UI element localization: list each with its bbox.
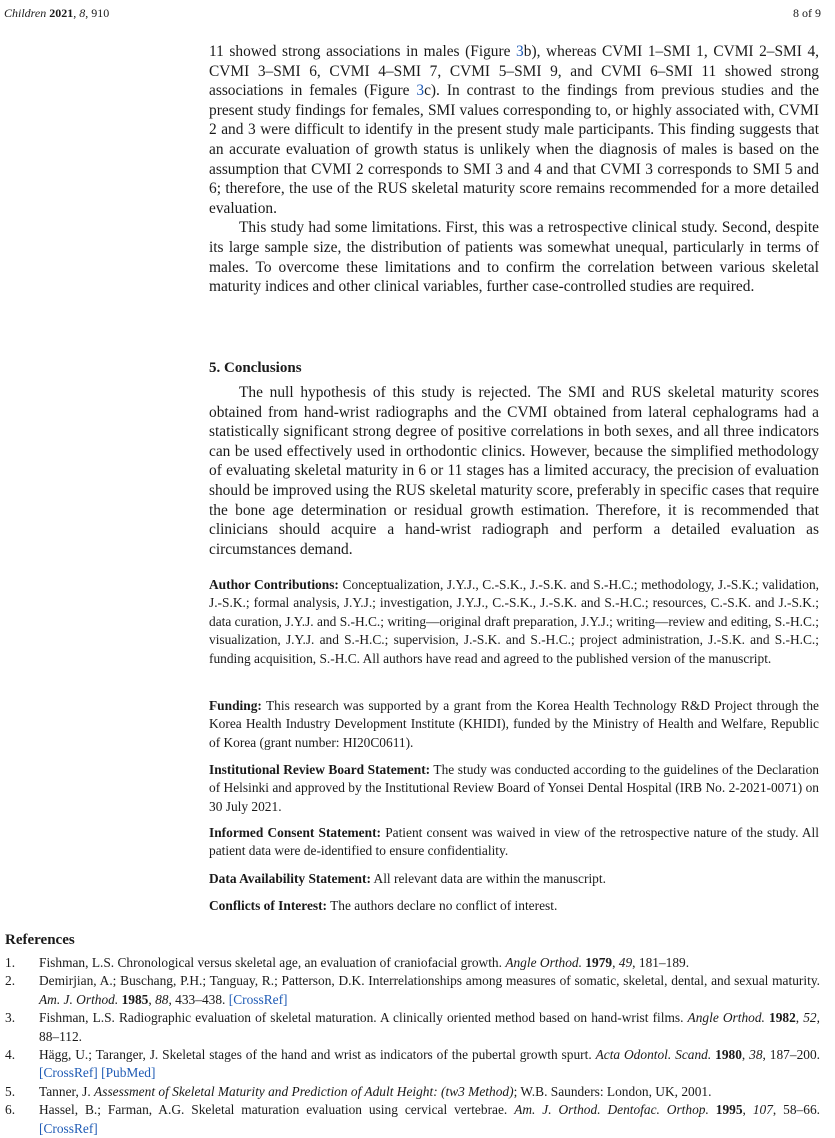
figure-link[interactable]: 3 [516,43,524,60]
references-list [5,954,820,1138]
crossref-link[interactable]: [CrossRef] [39,1120,98,1136]
irb-statement: Institutional Review Board Statement: The study was conducted according to the guidelines of the Declaration of Helsinki and approved by the Institutional Review Board of Yonsei Dental Hospital (IRB No. 2-2021-0071) on 30 July 2021. [209,762,820,814]
informed-consent-statement: Informed Consent Statement: Patient consent was waived in view of the retrospective nature of the study. All patient data were de-identified to ensure confidentiality. [209,825,819,859]
paragraph-limitations: This study had some limitations. First, this was a retrospective clinical study. Second, despite its large sample size, the distribution of patients was somewhat unequal, particularly in terms of males. To overcome these limitations and to confirm the correlation between various skeletal maturity indices and other clinical variables, further case-controlled studies are required. [209,219,819,296]
body-text [209,42,819,297]
reference-item: 6. Hassel, B.; Farman, A.G. Skeletal maturation evaluation using cervical vertebrae. Am. J. Orthod. Dentofac. Orthop. 1995, 107, 58–66. [CrossRef] [5,1102,820,1136]
page-number: 8 of 9 [793,6,821,20]
section-title: 5. Conclusions [209,360,302,376]
paragraph-conclusions: The null hypothesis of this study is rejected. The SMI and RUS skeletal maturity scores obtained from hand-wrist radiographs and the CVMI obtained from lateral cephalograms had a statistically significant strong degree of positive correlations in both sexes, and all three indicators can be used effectively used in orthodontic clinics. However, because the simplified methodology of evaluating skeletal maturity in 6 or 11 stages has a limited accuracy, the precision of evaluation should be improved using the RUS skeletal maturity score, preferably in specific cases that require the bone age determination or residual growth estimation. Therefore, it is recommended that clinicians should acquire a hand-wrist radiograph and perform a detailed evaluation as circumstances demand. [209,384,819,558]
reference-item: 5. Tanner, J. Assessment of Skeletal Maturity and Prediction of Adult Height: (tw3 Method); W.B. Saunders: London, UK, 2001. [5,1083,712,1099]
paragraph-discussion: 11 showed strong associations in males (Figure 3b), whereas CVMI 1–SMI 1, CVMI 2–SMI 4, CVMI 3–SMI 6, CVMI 4–SMI 7, CVMI 5–SMI 9, and CVMI 6–SMI 11 showed strong associations in females (Figure 3c). In contrast to the findings from previous studies and the present study findings for females, SMI values corresponding to, or highly associated with, CVMI 2 and 3 were difficult to identify in the present study male participants. This finding suggests that an accurate evaluation of growth status is unlikely when the diagnosis of males is based on the assumption that CVMI 2 corresponds to SMI 3 and 4 and that CVMI 3 corresponds to SMI 5 and 6; therefore, the use of the RUS skeletal maturity score remains recommended for a more detailed evaluation. [209,43,819,217]
figure-link[interactable]: 3 [416,82,425,100]
data-availability-statement: Data Availability Statement: All relevant data are within the manuscript. [209,871,606,886]
reference-item: 4. Hägg, U.; Taranger, J. Skeletal stages of the hand and wrist as indicators of the pubertal growth spurt. Acta Odontol. Scand. 1980, 38, 187–200. [CrossRef] [PubMed] [5,1047,821,1081]
crossref-link[interactable]: [CrossRef] [228,991,288,1007]
running-header [4,6,821,22]
reference-item: 1. Fishman, L.S. Chronological versus skeletal age, an evaluation of craniofacial growth. Angle Orthod. 1979, 49, 181–189. [5,955,690,970]
reference-item: 3. Fishman, L.S. Radiographic evaluation of skeletal maturation. A clinically oriented method based on hand-wrist films. Angle Orthod. 1982, 52, 88–112. [5,1010,820,1044]
conflicts-statement: Conflicts of Interest: The authors declare no conflict of interest. [209,898,558,913]
conclusions-section [209,360,819,559]
crossref-link[interactable]: [CrossRef] [39,1065,98,1081]
author-contributions: Author Contributions: Conceptualization, J.Y.J., C.-S.K., J.-S.K. and S.-H.C.; methodology, J.-S.K.; validation, J.-S.K.; formal analysis, J.Y.J.; investigation, J.Y.J., C.-S.K., J.-S.K. and S.-H.C.; resources, C.-S.K. and J.-S.K.; data curation, J.Y.J. and S.-H.C.; writing—original draft preparation, J.Y.J.; writing—review and editing, S.-H.C.; visualization, J.Y.J. and S.-H.C.; supervision, J.-S.K. and S.-H.C.; project administration, J.-S.K. and S.-H.C.; funding acquisition, S.-H.C. All authors have read and agreed to the published version of the manuscript. [209,577,819,666]
backmatter [209,576,819,668]
references-title: References [5,932,75,948]
reference-item: 2. Demirjian, A.; Buschang, P.H.; Tanguay, R.; Patterson, D.K. Interrelationships among measures of somatic, skeletal, dental, and sexual maturity. Am. J. Orthod. 1985, 88, 433–438. [CrossRef] [5,973,820,1007]
journal-citation: Children 2021, 8, 910 [4,6,110,20]
funding-statement: Funding: This research was supported by a grant from the Korea Health Technology R&D Project through the Korea Health Industry Development Institute (KHIDI), funded by the Ministry of Health and Welfare, Republic of Korea (grant number: HI20C0611). [209,698,820,750]
pubmed-link[interactable]: [PubMed] [101,1065,156,1081]
